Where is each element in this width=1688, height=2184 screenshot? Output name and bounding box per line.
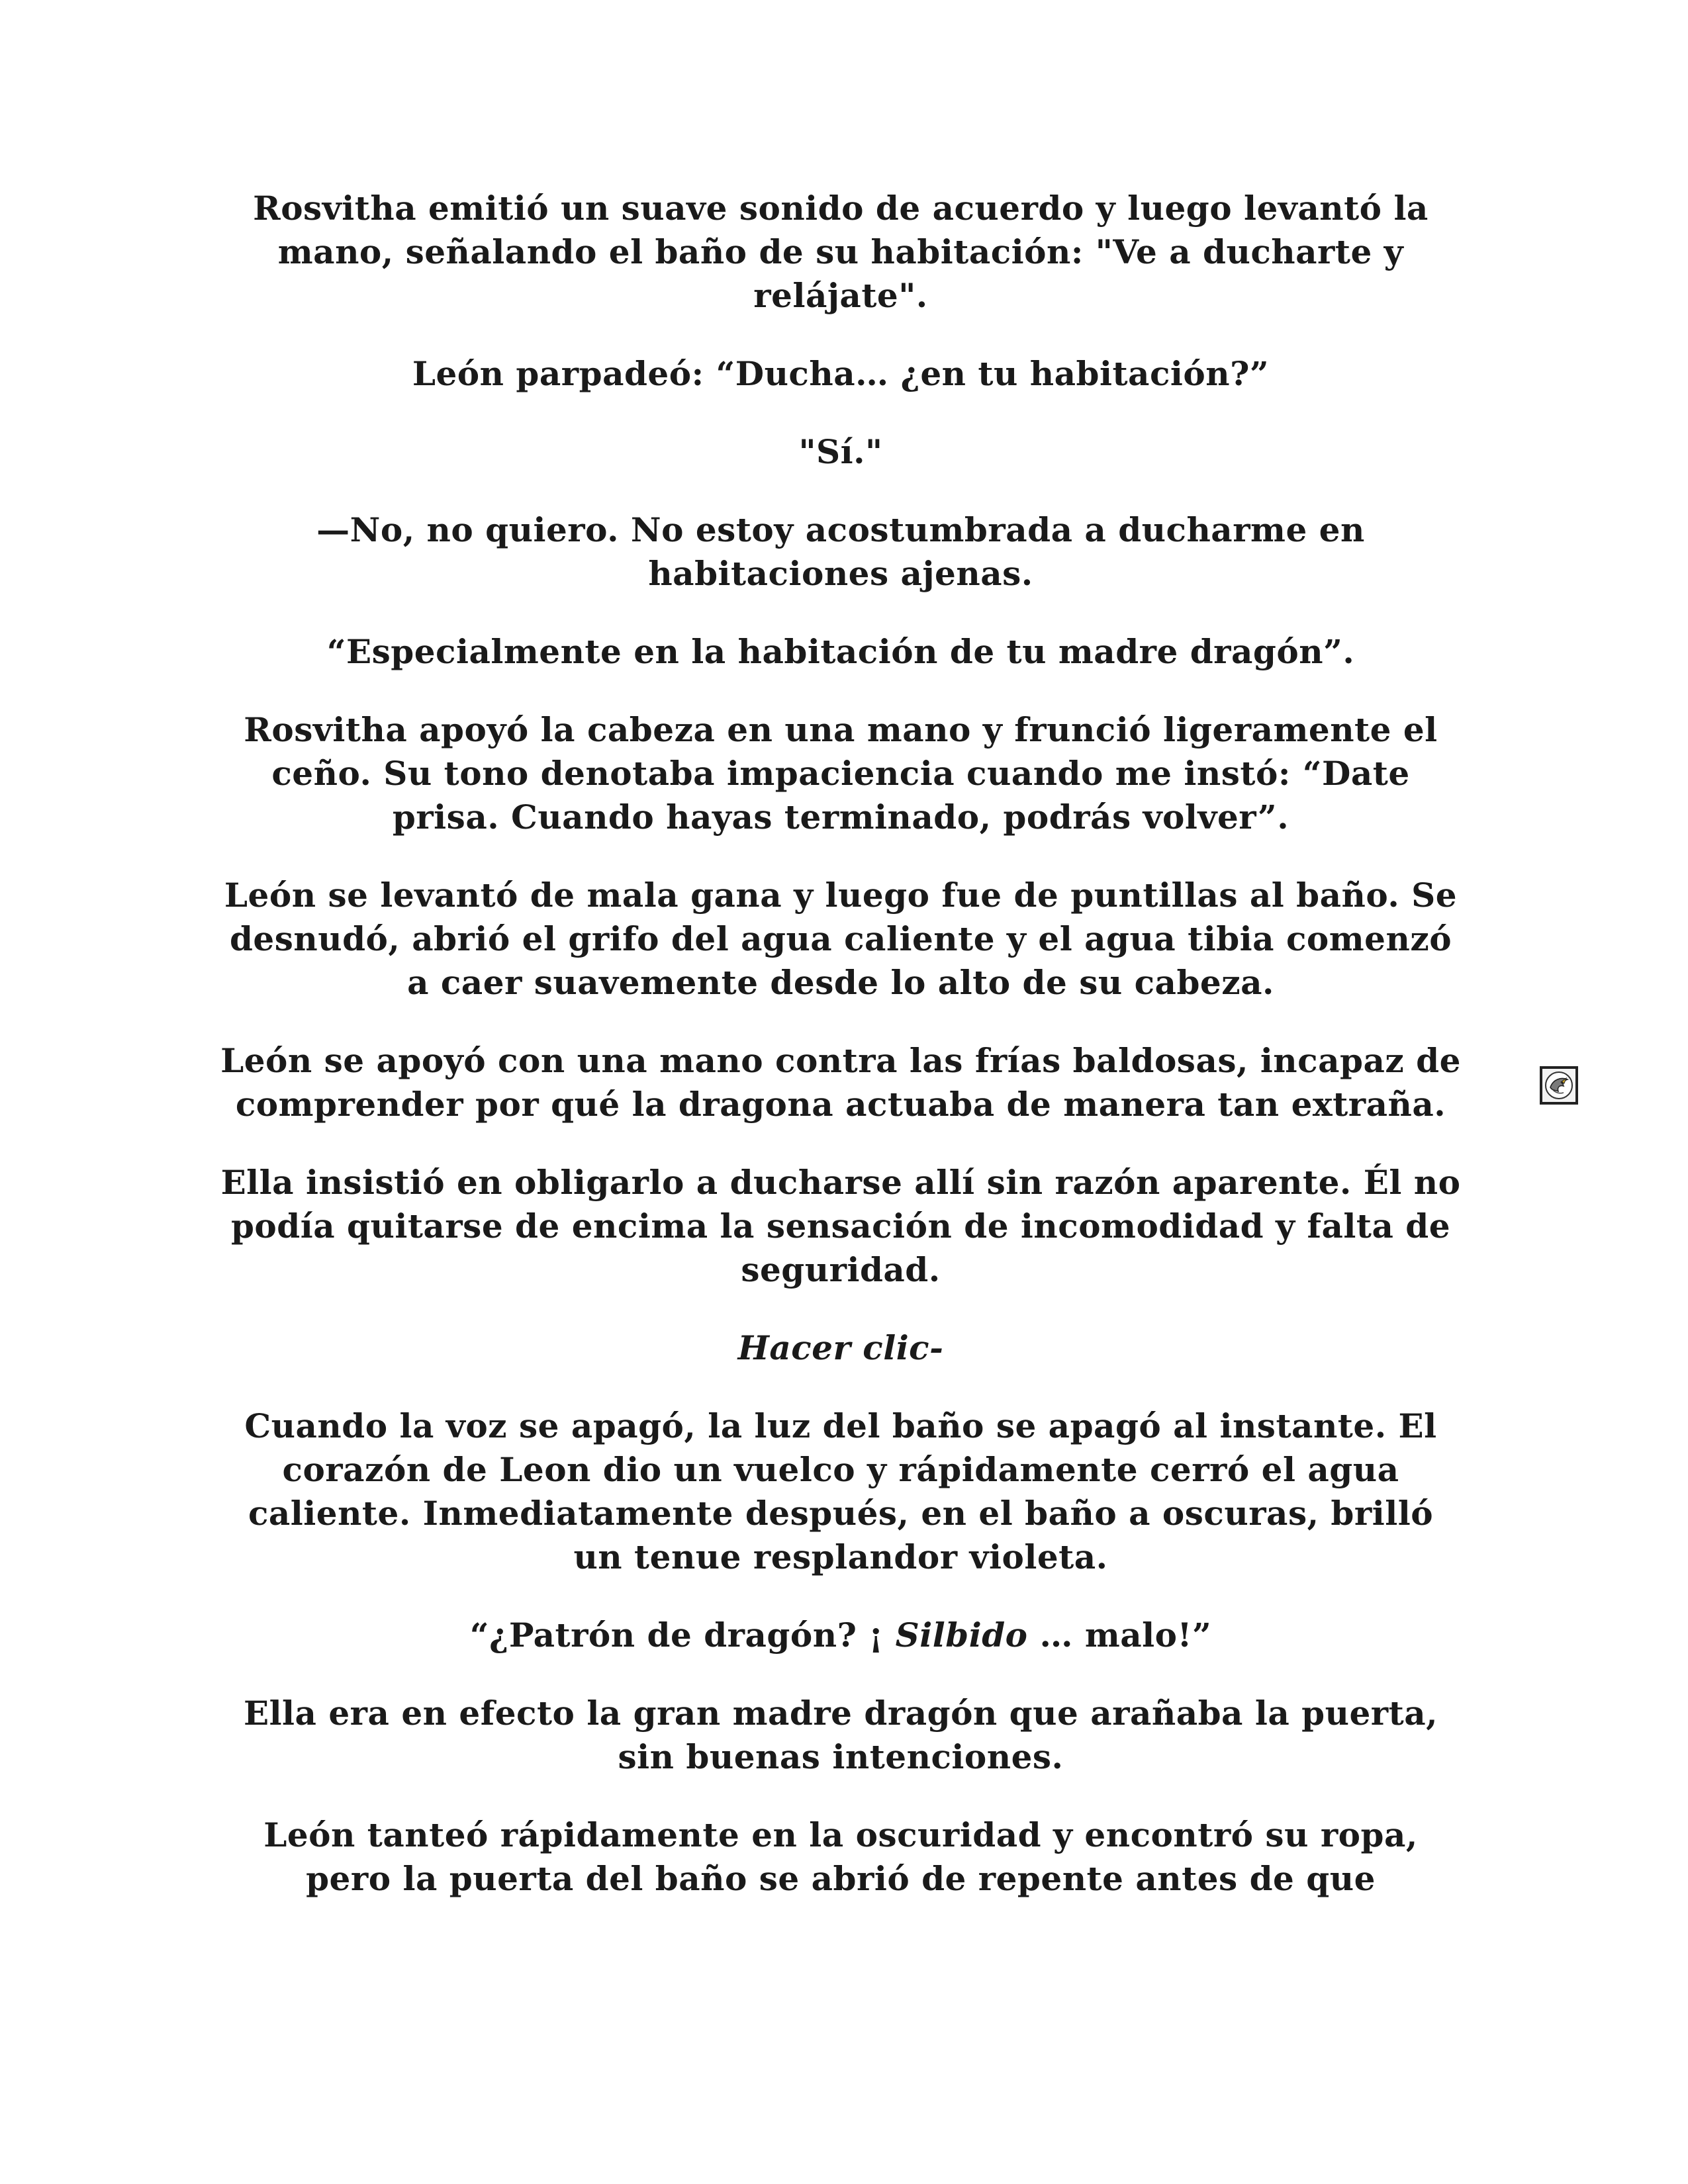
paragraph-2: León parpadeó: “Ducha… ¿en tu habitación?” [412,354,1270,393]
paragraph-9: Ella insistió en obligarlo a ducharse allí sin razón aparente. Él no podía quitarse de encima la sensación de incomodidad y falta de seguridad. [220,1163,1461,1289]
paragraph-14: León tanteó rápidamente en la oscuridad y encontró su ropa, pero la puerta del baño se abrió de repente antes de que [263,1815,1418,1898]
floating-widget-button[interactable] [1540,1066,1578,1105]
text-body [218,187,1463,1901]
paragraph-3: "Sí." [798,432,883,471]
paragraph-11: Cuando la voz se apagó, la luz del baño se apagó al instante. El corazón de Leon dio un vuelco y rápidamente cerró el agua caliente. Inmediatamente después, en el baño a oscuras, brilló un tenue resplandor violeta. [244,1406,1437,1576]
dragon-emblem-icon [1544,1070,1574,1101]
paragraph-8: León se apoyó con una mano contra las frías baldosas, incapaz de comprender por qué la dragona actuaba de manera tan extraña. [220,1041,1461,1124]
dialogue-italic-word: Silbido [895,1615,1028,1655]
paragraph-4: —No, no quiero. No estoy acostumbrada a ducharme en habitaciones ajenas. [316,510,1365,593]
sound-effect-text: Hacer clic- [737,1328,944,1367]
paragraph-1: Rosvitha emitió un suave sonido de acuerdo y luego levantó la mano, señalando el baño de su habitación: "Ve a ducharte y relájate". [253,189,1429,315]
paragraph-12 [218,1614,1463,1657]
dialogue-start: “¿Patrón de dragón? ¡ [469,1615,896,1655]
paragraph-7: León se levantó de mala gana y luego fue de puntillas al baño. Se desnudó, abrió el grifo del agua caliente y el agua tibia comenzó a caer suavemente desde lo alto de su cabeza. [224,876,1458,1002]
paragraph-13: Ella era en efecto la gran madre dragón que arañaba la puerta, sin buenas intenciones. [243,1694,1438,1776]
paragraph-10 [218,1326,1463,1370]
paragraph-5: “Especialmente en la habitación de tu madre dragón”. [326,632,1355,671]
dialogue-end: … malo!” [1027,1615,1212,1655]
paragraph-6: Rosvitha apoyó la cabeza en una mano y frunció ligeramente el ceño. Su tono denotaba impaciencia cuando me instó: “Date prisa. Cuando hayas terminado, podrás volver”. [244,710,1438,837]
